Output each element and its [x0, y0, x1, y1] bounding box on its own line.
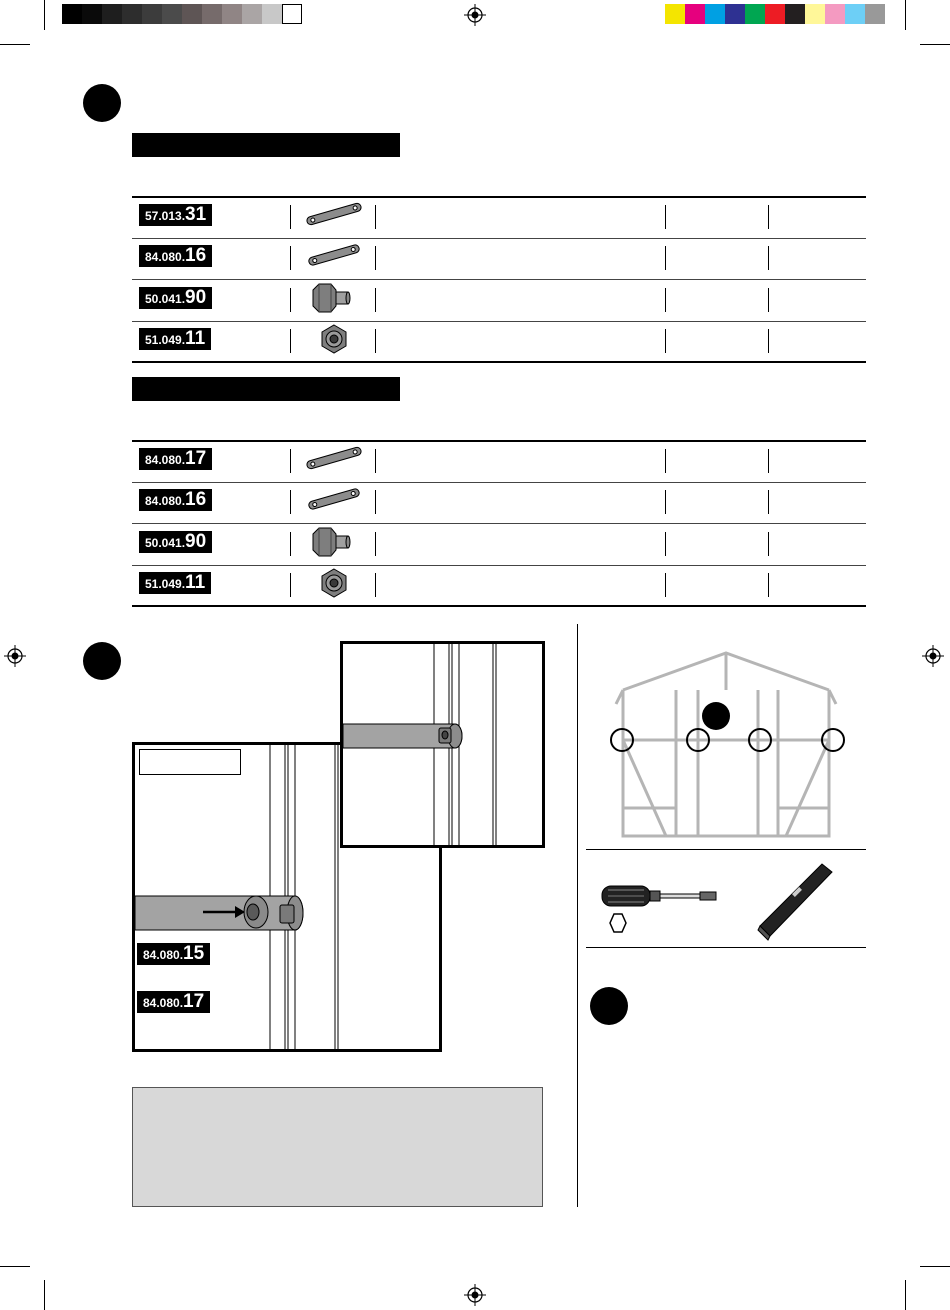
registration-mark-icon — [4, 645, 26, 667]
part-code-prefix: 57.013. — [145, 209, 186, 223]
part-code-suffix: 16 — [185, 245, 207, 267]
row-separator — [132, 565, 866, 566]
calibration-swatch — [745, 4, 765, 24]
part-code-label — [139, 287, 212, 309]
step-number-badge — [590, 987, 628, 1025]
calibration-swatch — [665, 4, 685, 24]
calibration-swatch — [705, 4, 725, 24]
bolt-icon — [310, 526, 354, 563]
calibration-swatch — [182, 4, 202, 24]
nut-icon — [318, 323, 350, 360]
table-bottom-rule — [132, 361, 866, 363]
calibration-swatch — [142, 4, 162, 24]
label-box — [139, 749, 241, 775]
column-separator — [290, 532, 291, 556]
calibration-swatch — [845, 4, 865, 24]
screwdriver-icon — [600, 878, 722, 936]
part-code-prefix: 50.041. — [145, 291, 186, 306]
calibration-swatch — [725, 4, 745, 24]
part-code-label — [139, 245, 212, 267]
part-code-prefix: 84.080. — [145, 250, 186, 265]
column-divider — [577, 624, 578, 1207]
row-separator — [132, 238, 866, 239]
part-code-suffix: 90 — [185, 530, 207, 552]
calibration-swatch — [282, 4, 302, 24]
step-number-badge — [83, 642, 121, 680]
part-code-suffix: 17 — [185, 448, 207, 469]
calibration-swatch — [825, 4, 845, 24]
column-separator — [665, 329, 666, 353]
calibration-swatch — [162, 4, 182, 24]
bar-long-icon — [304, 202, 364, 231]
nut-icon — [318, 567, 350, 604]
column-separator — [768, 288, 769, 312]
part-code-suffix: 11 — [185, 327, 206, 349]
row-separator — [132, 523, 866, 524]
tools-top-rule — [586, 849, 866, 850]
calibration-swatch — [865, 4, 885, 24]
greenhouse-frame-diagram — [586, 648, 866, 848]
crop-mark — [44, 0, 45, 30]
column-separator — [665, 246, 666, 270]
inset-detail-panel — [340, 641, 545, 848]
column-separator — [375, 329, 376, 353]
column-separator — [768, 449, 769, 473]
calibration-swatch — [62, 4, 82, 24]
column-separator — [768, 532, 769, 556]
spirit-level-icon — [756, 860, 836, 944]
part-code-suffix: 31 — [185, 204, 207, 225]
column-separator — [375, 246, 376, 270]
column-separator — [375, 449, 376, 473]
column-separator — [290, 573, 291, 597]
calibration-swatch — [82, 4, 102, 24]
column-separator — [375, 288, 376, 312]
bolt-icon — [310, 282, 354, 319]
row-separator — [132, 482, 866, 483]
row-separator — [132, 321, 866, 322]
column-separator — [290, 205, 291, 229]
section-header-bar — [132, 377, 400, 401]
crop-mark — [920, 44, 950, 45]
column-separator — [768, 205, 769, 229]
part-code-label — [139, 489, 212, 511]
calibration-swatch — [765, 4, 785, 24]
column-separator — [375, 532, 376, 556]
column-separator — [665, 288, 666, 312]
column-separator — [290, 329, 291, 353]
bar-short-icon — [304, 243, 364, 272]
column-separator — [768, 246, 769, 270]
calibration-swatch — [805, 4, 825, 24]
calibration-swatch — [262, 4, 282, 24]
calibration-swatch — [785, 4, 805, 24]
part-code-label — [139, 328, 211, 350]
calibration-swatch — [122, 4, 142, 24]
calibration-swatch — [242, 4, 262, 24]
section-header-bar — [132, 133, 400, 157]
column-separator — [665, 490, 666, 514]
crop-mark — [44, 1280, 45, 1310]
column-separator — [375, 490, 376, 514]
column-separator — [665, 449, 666, 473]
column-separator — [375, 573, 376, 597]
table-top-rule — [132, 196, 866, 198]
part-code-prefix: 51.049. — [145, 576, 186, 591]
part-code-label — [139, 448, 212, 470]
part-code-prefix: 50.041. — [145, 535, 186, 550]
column-separator — [290, 246, 291, 270]
crop-mark — [905, 1280, 906, 1310]
column-separator — [665, 573, 666, 597]
column-separator — [768, 329, 769, 353]
part-code-prefix: 51.049. — [145, 332, 186, 347]
crop-mark — [0, 1266, 30, 1267]
part-code-prefix: 84.080. — [145, 494, 186, 509]
part-code-prefix: 84.080. — [145, 453, 186, 467]
calibration-swatch — [102, 4, 122, 24]
registration-mark-icon — [464, 4, 486, 26]
calibration-swatch — [222, 4, 242, 24]
column-separator — [665, 532, 666, 556]
crop-mark — [0, 44, 30, 45]
registration-mark-icon — [464, 1284, 486, 1306]
part-code-label — [139, 572, 211, 594]
registration-mark-icon — [922, 645, 944, 667]
column-separator — [290, 490, 291, 514]
column-separator — [768, 573, 769, 597]
part-code-suffix: 16 — [185, 489, 207, 511]
row-separator — [132, 279, 866, 280]
column-separator — [290, 288, 291, 312]
part-code-label: 84.080.15 — [137, 943, 210, 965]
step-number-badge — [83, 84, 121, 122]
tools-bottom-rule — [586, 947, 866, 948]
note-box — [132, 1087, 543, 1207]
part-code-suffix: 90 — [185, 286, 207, 308]
calibration-swatch — [685, 4, 705, 24]
calibration-swatch — [202, 4, 222, 24]
column-separator — [665, 205, 666, 229]
table-bottom-rule — [132, 605, 866, 607]
column-separator — [768, 490, 769, 514]
part-code-label — [139, 531, 212, 553]
part-code-suffix: 11 — [185, 571, 206, 593]
bar-short-icon — [304, 487, 364, 516]
column-separator — [375, 205, 376, 229]
crop-mark — [920, 1266, 950, 1267]
part-code-label: 84.080.17 — [137, 991, 210, 1013]
column-separator — [290, 449, 291, 473]
table-top-rule — [132, 440, 866, 442]
frame-profile-illustration — [343, 644, 542, 845]
bar-long-icon — [304, 446, 364, 475]
crop-mark — [905, 0, 906, 30]
part-code-label — [139, 204, 212, 226]
